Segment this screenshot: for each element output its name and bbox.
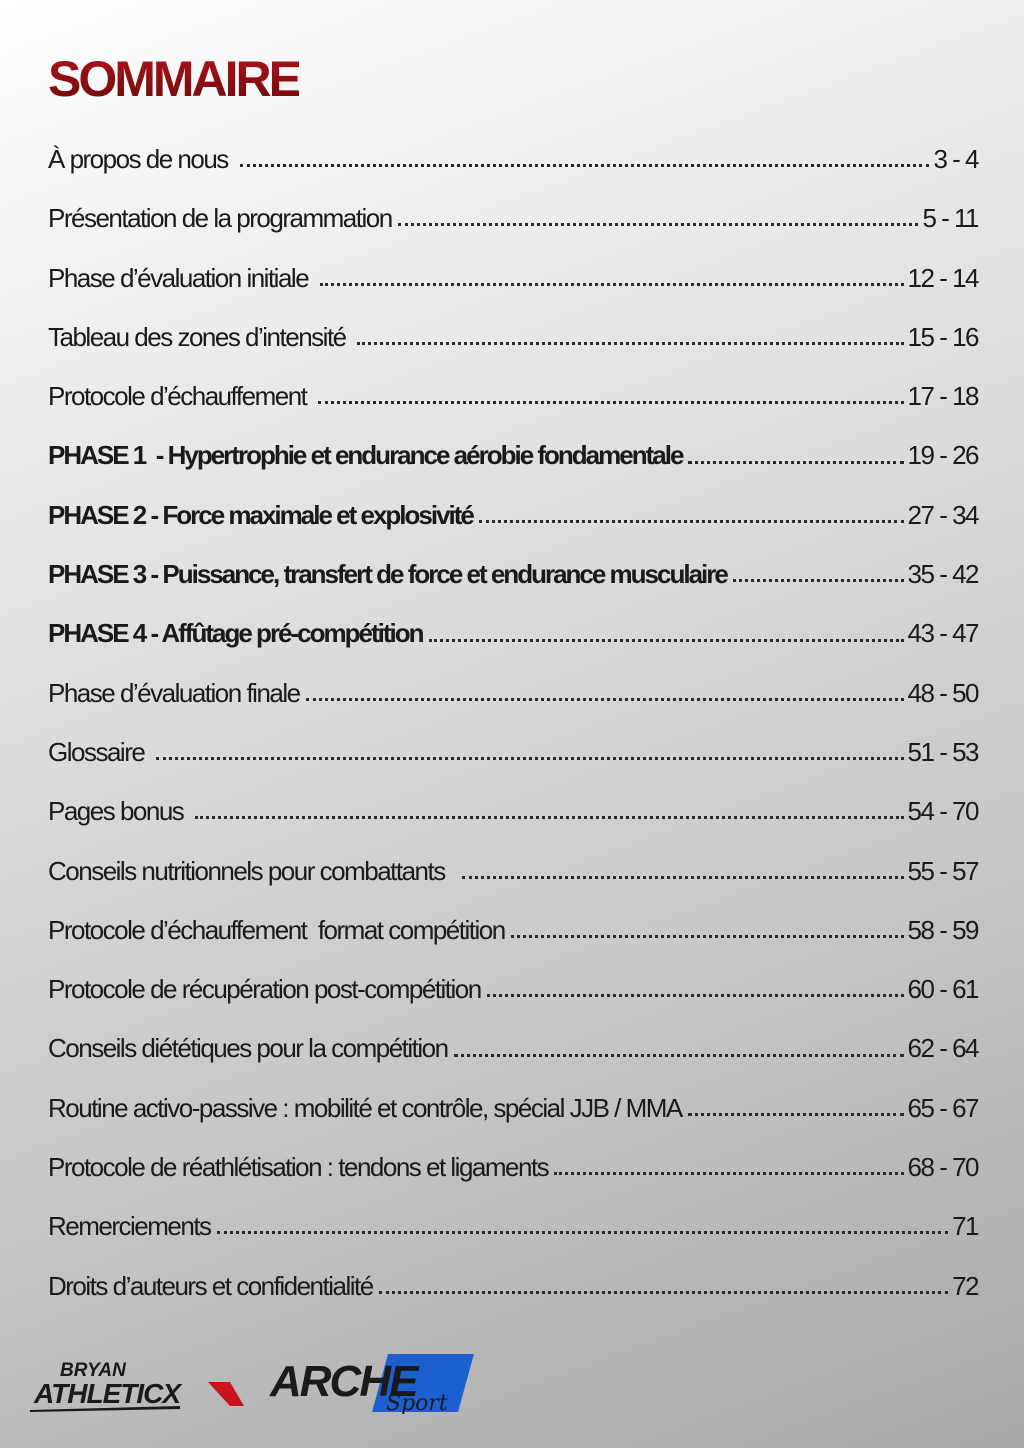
toc-entry-pages: 3 - 4	[933, 144, 978, 174]
toc-dot-leader	[462, 874, 903, 879]
toc-dot-leader	[688, 1111, 904, 1116]
toc-dot-leader	[357, 340, 903, 345]
page-title: SOMMAIRE	[48, 51, 299, 107]
toc-dot-leader	[454, 1052, 904, 1057]
toc-entry-pages: 12 - 14	[907, 262, 978, 293]
toc-entry-label: Conseils nutritionnels pour combattants	[48, 855, 457, 886]
toc-entry-label: PHASE 4 - Affûtage pré-compétition	[48, 618, 423, 649]
toc-entry	[48, 901, 978, 960]
toc-entry-pages: 54 - 70	[907, 796, 978, 827]
toc-dot-leader	[156, 755, 904, 760]
toc-entry-pages: 51 - 53	[907, 736, 978, 767]
toc-entry-label: Phase d’évaluation initiale	[48, 262, 314, 293]
toc-entry-pages: 43 - 47	[907, 618, 978, 649]
toc-entry-pages: 62 - 64	[907, 1033, 978, 1064]
toc-entry	[48, 1257, 978, 1316]
toc-entry-label: Glossaire	[48, 736, 151, 767]
logo-red-x-icon	[208, 1382, 244, 1406]
toc-entry	[48, 545, 978, 604]
toc-entry-label: Conseils diététiques pour la compétition	[48, 1033, 448, 1064]
toc-entry-label: Phase d’évaluation finale	[48, 677, 300, 708]
toc-entry	[48, 367, 978, 426]
logo-arche-text: ARCHE	[270, 1357, 417, 1406]
toc-entry-label: Protocole d’échauffement	[48, 381, 313, 412]
toc-entry-pages: 55 - 57	[907, 855, 978, 886]
toc-dot-leader	[429, 637, 904, 642]
toc-entry	[48, 1197, 978, 1256]
toc-entry	[48, 249, 978, 308]
toc-entry-label: PHASE 3 - Puissance, transfert de force et endurance musculaire	[48, 559, 727, 590]
toc-entry-pages: 48 - 50	[907, 677, 978, 708]
toc-entry	[48, 308, 978, 367]
toc-entry-label: Présentation de la programmation	[48, 203, 392, 234]
bryan-athleticx-logo	[30, 1356, 245, 1416]
toc-entry	[48, 782, 978, 841]
toc-entry	[48, 1019, 978, 1078]
toc-entry-pages: 71	[952, 1211, 978, 1242]
footer-logos	[30, 1352, 490, 1422]
toc-entry	[48, 426, 978, 485]
toc-entry-label: Protocole de récupération post-compétition	[48, 974, 481, 1005]
toc-dot-leader	[479, 518, 904, 523]
toc-entry-pages: 17 - 18	[907, 381, 978, 412]
toc-entry-pages: 68 - 70	[907, 1152, 978, 1183]
table-of-contents	[48, 130, 978, 1316]
toc-entry-pages: 19 - 26	[907, 440, 978, 471]
toc-dot-leader	[554, 1170, 903, 1175]
toc-dot-leader	[320, 281, 904, 286]
toc-dot-leader	[688, 459, 903, 464]
toc-dot-leader	[240, 162, 930, 167]
toc-entry-pages: 5 - 11	[922, 203, 978, 234]
toc-entry	[48, 604, 978, 663]
toc-dot-leader	[487, 992, 904, 997]
toc-entry	[48, 189, 978, 248]
toc-entry-pages: 72	[952, 1270, 978, 1301]
toc-entry-pages: 65 - 67	[907, 1092, 978, 1123]
toc-entry-label: Remerciements	[48, 1211, 211, 1242]
toc-entry-label: Routine activo-passive : mobilité et contrôle, spécial JJB / MMA	[48, 1092, 682, 1123]
toc-entry	[48, 723, 978, 782]
toc-dot-leader	[318, 399, 903, 404]
toc-dot-leader	[511, 933, 904, 938]
toc-entry-label: Protocole de réathlétisation : tendons et ligaments	[48, 1152, 549, 1183]
toc-entry-label: PHASE 1 - Hypertrophie et endurance aérobie fondamentale	[48, 440, 683, 471]
toc-entry	[48, 1079, 978, 1138]
toc-entry-label: Pages bonus	[48, 796, 190, 827]
toc-entry	[48, 664, 978, 723]
toc-dot-leader	[379, 1289, 948, 1294]
toc-entry-label: Droits d’auteurs et confidentialité	[48, 1270, 373, 1301]
toc-entry	[48, 960, 978, 1019]
toc-entry-label: Protocole d’échauffement format compétition	[48, 914, 505, 945]
arche-sport-logo	[268, 1352, 478, 1414]
toc-dot-leader	[217, 1229, 949, 1234]
toc-entry-label: PHASE 2 - Force maximale et explosivité	[48, 499, 473, 530]
toc-dot-leader	[733, 577, 904, 582]
toc-entry-pages: 35 - 42	[907, 559, 978, 590]
toc-dot-leader	[195, 814, 904, 819]
toc-dot-leader	[398, 221, 919, 226]
logo-bryan-text: BRYAN	[60, 1360, 126, 1381]
toc-entry	[48, 130, 978, 189]
toc-entry-pages: 60 - 61	[907, 974, 978, 1005]
toc-entry-pages: 27 - 34	[907, 499, 978, 530]
toc-entry	[48, 1138, 978, 1197]
toc-entry	[48, 842, 978, 901]
toc-entry-label: Tableau des zones d’intensité	[48, 321, 352, 352]
toc-entry-pages: 58 - 59	[907, 914, 978, 945]
toc-entry-pages: 15 - 16	[907, 321, 978, 352]
toc-entry	[48, 486, 978, 545]
toc-dot-leader	[306, 696, 904, 701]
toc-entry-label: À propos de nous	[48, 144, 234, 174]
logo-sport-text: Sport	[386, 1391, 448, 1414]
logo-athleticx-text: ATHLETICX	[34, 1378, 181, 1409]
